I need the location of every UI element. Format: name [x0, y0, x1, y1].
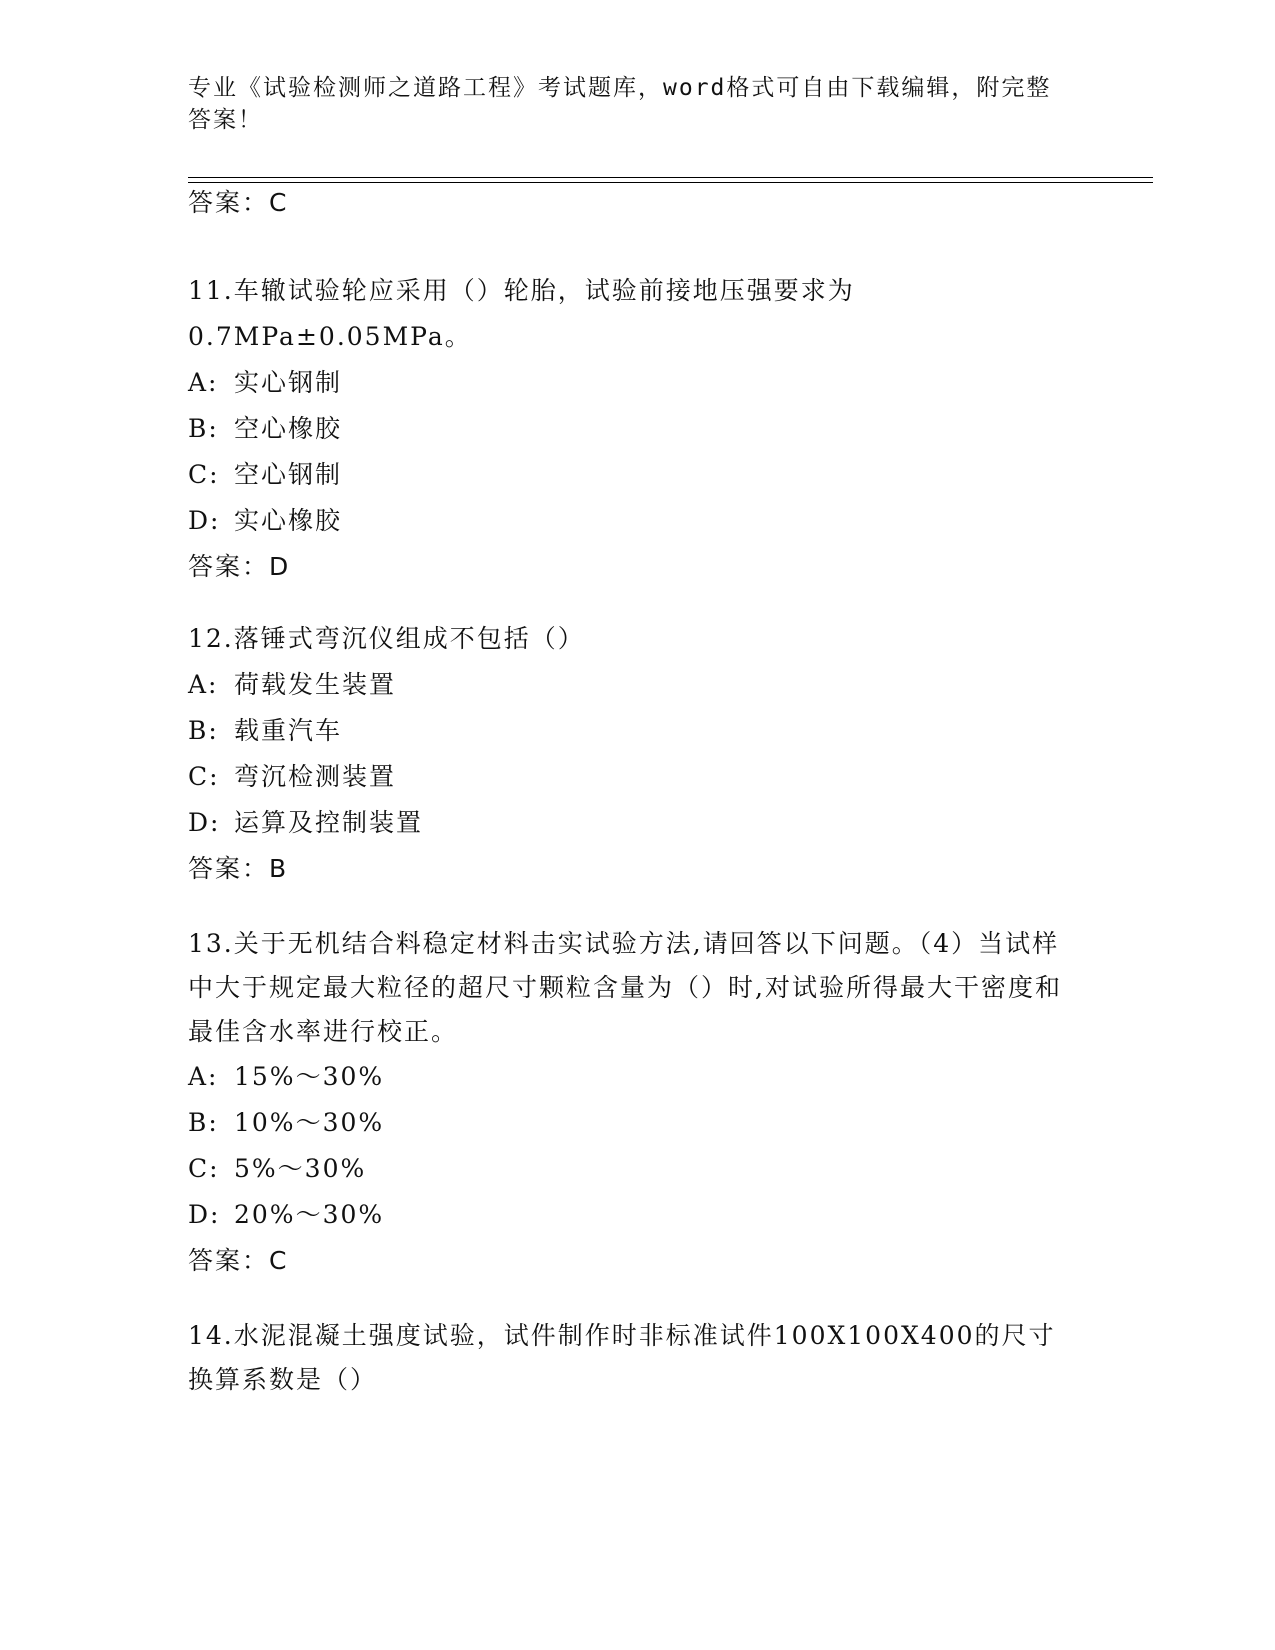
option-d: D: 实心橡胶	[188, 506, 343, 535]
document-header: 专业《试验检测师之道路工程》考试题库，word格式可自由下载编辑，附完整答案！	[188, 75, 1052, 133]
option-a: A: 15%～30%	[188, 1062, 385, 1091]
option-b: B: 载重汽车	[188, 716, 343, 745]
option-d: D: 20%～30%	[188, 1200, 385, 1229]
question-stem: 14.水泥混凝土强度试验，试件制作时非标准试件100X100X400的尺寸换算系数是（）	[188, 1321, 1056, 1394]
answer-value: C	[269, 1246, 289, 1275]
answer-value: D	[269, 552, 291, 581]
question-stem: 13.关于无机结合料稳定材料击实试验方法,请回答以下问题。（4）当试样中大于规定最大粒径的超尺寸颗粒含量为（）时,对试验所得最大干密度和最佳含水率进行校正。	[188, 929, 1062, 1046]
option-b: B: 空心橡胶	[188, 414, 343, 443]
question-13	[188, 922, 1078, 1284]
prev-answer	[188, 180, 288, 226]
option-d: D: 运算及控制装置	[188, 808, 424, 837]
option-a: A: 荷载发生装置	[188, 670, 397, 699]
option-c: C: 弯沉检测装置	[188, 762, 397, 791]
answer-prefix: 答案：	[188, 188, 270, 217]
answer-line: 答案：C	[188, 1246, 289, 1275]
question-11	[188, 268, 855, 590]
question-stem: 11.车辙试验轮应采用（）轮胎，试验前接地压强要求为	[188, 276, 855, 305]
option-a: A: 实心钢制	[188, 368, 343, 397]
option-b: B: 10%～30%	[188, 1108, 385, 1137]
answer-line: 答案：D	[188, 552, 291, 581]
question-12	[188, 616, 585, 892]
question-14	[188, 1314, 1078, 1402]
option-c: C: 5%～30%	[188, 1154, 367, 1183]
answer-line: 答案：B	[188, 854, 289, 883]
question-stem-continued: 0.7MPa±0.05MPa。	[188, 322, 472, 351]
header-divider-bottom	[188, 182, 1153, 183]
answer-value: C	[269, 188, 289, 217]
option-c: C: 空心钢制	[188, 460, 343, 489]
header-divider-top	[188, 177, 1153, 178]
answer-value: B	[269, 854, 289, 883]
question-stem: 12.落锤式弯沉仪组成不包括（）	[188, 624, 585, 653]
